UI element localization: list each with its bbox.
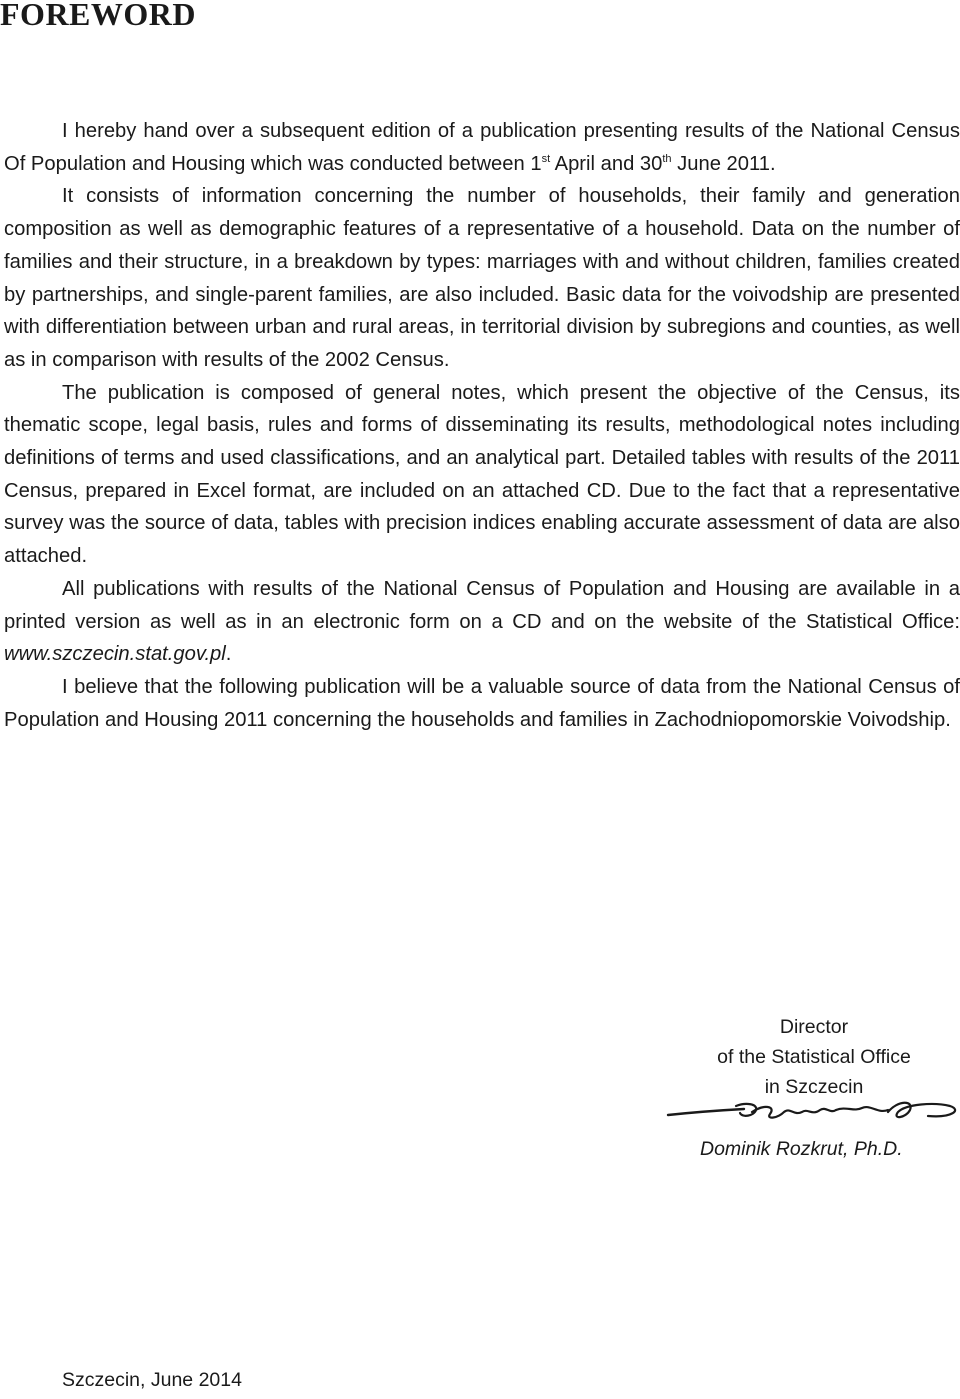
ordinal-suffix-st: st <box>541 152 551 165</box>
signatory-location: in Szczecin <box>764 1076 864 1098</box>
paragraph-closing: I believe that the following publication will be a valuable source of data from the National Census of Population and Housing 2011 concerning the households and families in Zachodniopomorskie Voivodship. <box>4 675 960 731</box>
signatory-office: of the Statistical Office <box>717 1046 911 1068</box>
paragraph-availability-text: All publications with results of the National Census of Population and Housing are available in a printed version as well as in an electronic form on a CD and on the website of the Statistical Office: <box>4 577 960 633</box>
signer-name: Dominik Rozkrut, Ph.D. <box>700 1138 903 1160</box>
foreword-body <box>4 115 960 736</box>
paragraph-availability-end: . <box>225 643 232 666</box>
paragraph-intro-text-a: I hereby hand over a subsequent edition of a publication presenting results of the National Census Of Population and Housing which was conducted between 1 <box>4 120 960 175</box>
paragraph-composition: The publication is composed of general notes, which present the objective of the Census, its thematic scope, legal basis, rules and forms of disseminating its results, methodological notes including definitions of terms and used classifications, and an analytical part. Detailed tables with results of the 2011 Census, prepared in Excel format, are included on an attached CD. Due to the fact that a representative survey was the source of data, tables with precision indices enabling accurate assessment of data are also attached. <box>4 381 960 568</box>
ordinal-suffix-th: th <box>662 152 672 165</box>
signature-block <box>660 1012 960 1102</box>
paragraph-contents: It consists of information concerning the number of households, their family and generation composition as well as demographic features of a representative of a household. Data on the number of families and their structure, in a breakdown by types: marriages with and without children, families created by partnerships, and single-parent families, are also included. Basic data for the voivodship are presented with differentiation between urban and rural areas, in territorial division by subregions and counties, as well as in comparison with results of the 2002 Census. <box>4 185 960 371</box>
paragraph-intro <box>4 115 960 180</box>
paragraph-intro-text-b: April and 30 <box>550 152 663 175</box>
paragraph-availability <box>4 573 960 671</box>
website-link[interactable]: www.szczecin.stat.gov.pl <box>4 643 226 666</box>
place-and-date: Szczecin, June 2014 <box>62 1369 242 1391</box>
handwritten-signature <box>666 1098 960 1132</box>
paragraph-intro-text-c: June 2011. <box>671 152 776 175</box>
page-title: FOREWORD <box>0 0 196 32</box>
signatory-title: Director <box>779 1016 849 1038</box>
